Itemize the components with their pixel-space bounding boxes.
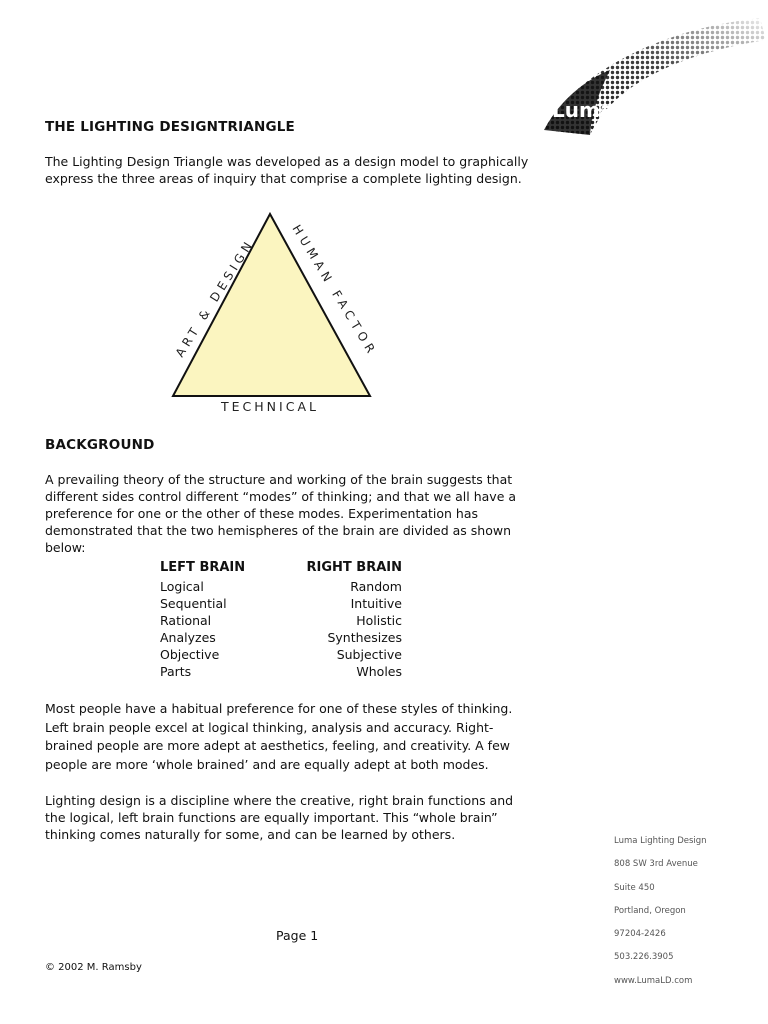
triangle-bottom-label: TECHNICAL	[221, 399, 319, 414]
table-row	[160, 629, 402, 646]
thinking-styles-paragraph	[45, 700, 530, 774]
website-link[interactable]: www.LumaLD.com	[614, 975, 693, 986]
right-brain-trait: Synthesizes	[327, 630, 402, 645]
right-brain-trait: Intuitive	[350, 596, 402, 611]
zip-code: 97204-2426	[614, 929, 666, 940]
city-state: Portland, Oregon	[614, 905, 686, 916]
section-title-lighting-design-triangle: THE LIGHTING DESIGNTRIANGLE	[45, 119, 295, 135]
table-row	[160, 578, 402, 595]
right-brain-trait: Subjective	[336, 647, 402, 662]
copyright-notice: © 2002 M. Ramsby	[45, 962, 142, 973]
triangle-left-label: ART & DESIGN	[172, 236, 258, 360]
thinking-styles-text: Most people have a habitual preference for one of these styles of thinking. Left brain people excel at logical thinking, analysis and accuracy. Right-brained people are more adept at aesthetics, feeling, and creativity. A few people are more ‘whole brained’ and are equally adept at both modes.	[45, 701, 513, 772]
company-name: Luma Lighting Design	[614, 836, 707, 846]
triangle-right-label: HUMAN FACTOR	[289, 222, 381, 360]
right-brain-trait: Random	[350, 579, 402, 594]
lighting-design-triangle-diagram	[150, 200, 395, 425]
suite: Suite 450	[614, 882, 655, 893]
logo-text: Luma	[552, 98, 614, 122]
table-row	[160, 612, 402, 629]
left-brain-trait: Parts	[160, 664, 192, 679]
background-paragraph	[45, 471, 530, 556]
luma-logo	[530, 10, 768, 138]
left-brain-trait: Objective	[160, 647, 220, 662]
background-text: A prevailing theory of the structure and working of the brain suggests that different sides control different “modes” of thinking; and that we all have a preference for one or the other of these modes. Experimentation has demonstrated that the two hemispheres of the brain are divided as shown below:	[45, 472, 517, 555]
brain-comparison-table	[160, 560, 402, 680]
section-title-background: BACKGROUND	[45, 437, 155, 453]
lighting-design-text: Lighting design is a discipline where the creative, right brain functions and the logical, left brain functions are equally important. This “whole brain” thinking comes naturally for some, and can be learned by others.	[45, 793, 514, 842]
lighting-design-paragraph	[45, 792, 530, 843]
street-address: 808 SW 3rd Avenue	[614, 859, 698, 870]
intro-paragraph	[45, 153, 530, 187]
right-brain-header: RIGHT BRAIN	[306, 560, 402, 575]
table-row	[160, 663, 402, 680]
left-brain-header: LEFT BRAIN	[160, 560, 246, 575]
brain-table-header	[160, 560, 402, 575]
contact-sidebar	[614, 836, 707, 999]
left-brain-trait: Sequential	[160, 596, 227, 611]
phone-number: 503.226.3905	[614, 952, 674, 963]
left-brain-trait: Rational	[160, 613, 212, 628]
right-brain-trait: Holistic	[356, 613, 402, 628]
intro-text: The Lighting Design Triangle was developed as a design model to graphically express the three areas of inquiry that comprise a complete lighting design.	[45, 154, 529, 186]
right-brain-trait: Wholes	[356, 664, 402, 679]
page-number: Page 1	[276, 928, 319, 943]
table-row	[160, 595, 402, 612]
left-brain-trait: Logical	[160, 579, 204, 594]
table-row	[160, 646, 402, 663]
left-brain-trait: Analyzes	[160, 630, 216, 645]
